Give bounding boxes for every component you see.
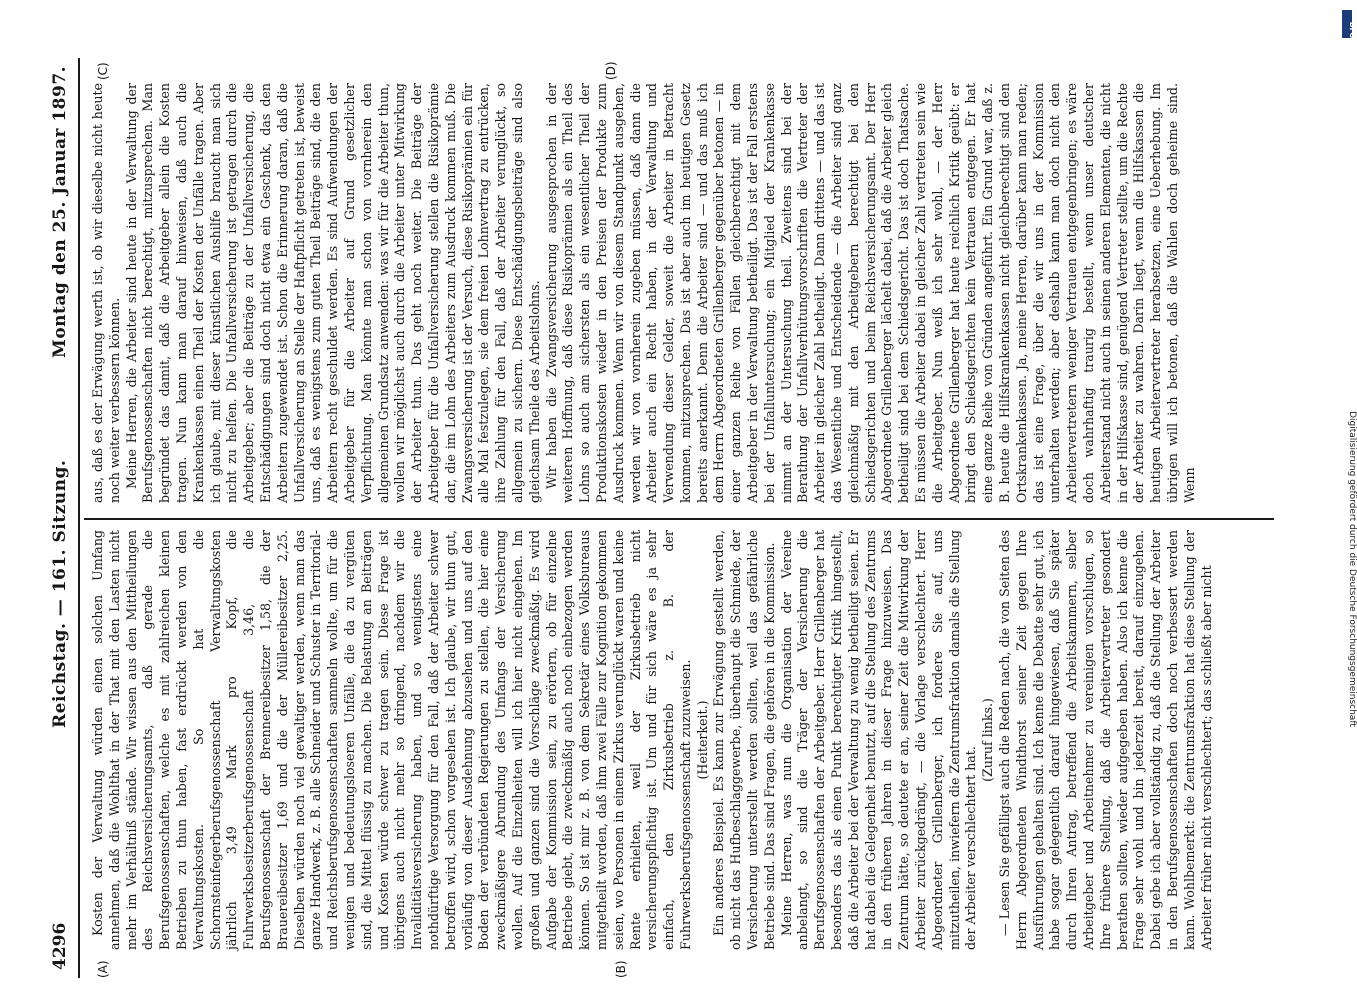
column-divider	[84, 518, 1274, 520]
credit-sidebar	[1342, 4, 1357, 996]
left-text-column	[90, 530, 1275, 950]
margin-marker-d: (D)	[604, 61, 618, 80]
left-column-paragraph: — Lesen Sie gefälligst auch die Reden nach, die von Seiten des Herrn Abgeordneten Windthorst seiner Zeit gegen Ihre Ausführungen gehalten sind. Ich kenne die Debatte sehr gut, ich habe sogar gelegentlich darauf hingewiesen, daß Sie später durch Ihren Antrag, betreffend die Arbeitskammern, selber Arbeitgeber und Arbeitnehmer zu vereinigen vorschlugen, so Ihre frühere Stellung, daß die Arbeitervertreter gesondert berathen sollten, wieder aufgegeben haben. Also ich kenne die Frage sehr wohl und bin jederzeit bereit, darauf einzugehen. Dabei gebe ich aber vollständig zu, daß die Stellung der Arbeiter in den Berufsgenossenschaften doch noch verbessert werden kann. Wohlbemerkt: die Zentrumsfraktion hat diese Stellung der Arbeiter früher nicht verschlechtert; das schließt aber nicht	[997, 530, 1214, 950]
margin-marker-c: (C)	[96, 62, 110, 80]
dfg-logo-text: DFG	[1348, 21, 1356, 39]
funding-credit: Digitalisierung gefördert durch die Deutsche Forschungsgemeinschaft	[1347, 411, 1357, 727]
right-column-paragraph: Wir haben die Zwangsversicherung ausgesprochen in der weiteren Hoffnung, daß diese Risikoprämien als ein Theil des Lohns so auch am sichersten als ein wesentlicher Theil der Produktionskosten wieder in den Preisen der Produkte zum Ausdruck kommen. Wenn wir von diesem Standpunkt ausgehen, werden wir von vornherein zugeben müssen, daß dann die Arbeiter auch ein Recht haben, in der Verwaltung und Verwendung dieser Gelder, soweit die Arbeiter in Betracht kommen, mitzusprechen. Das ist aber auch im heutigen Gesetz bereits anerkannt. Denn die Arbeiter sind — und das muß ich dem Herrn Abgeordneten Grillenberger gegenüber betonen — in einer ganzen Reihe von Fällen gleichberechtigt mit dem Arbeitgeber in der Verwaltung betheiligt. Das ist der Fall erstens bei der Unfalluntersuchung; ein Mitglied der Krankenkasse nimmt an der Untersuchung theil. Zweitens sind bei der Berathung der Unfallverhütungsvorschriften die Vertreter der Arbeiter in gleicher Zahl betheiligt. Dann drittens — und das ist das Wesentliche und Entscheidende — die Arbeiter sind ganz gleichmäßig mit den Arbeitgebern berechtigt bei den Schiedsgerichten und beim Reichsversicherungsamt. Der Herr Abgeordnete Grillenberger lächelt dabei, daß die Arbeiter gleich betheiligt sind bei dem Schiedsgericht. Das ist doch Thatsache. Es müssen die Arbeiter dabei in gleicher Zahl vertreten sein wie die Arbeitgeber. Nun weiß ich sehr wohl, — der Herr Abgeordnete Grillenberger hat heute reichlich Kritik geübt: er bringt den Schiedsgerichten kein Vertrauen entgegen. Er hat eine ganze Reihe von Gründen angeführt. Ein Grund war, daß z. B. heute die Hilfskrankenkassen nicht gleichberechtigt sind den Ortskrankenkassen. Ja, meine Herren, darüber kann man reden; das ist eine Frage, über die wir uns in der Kommission unterhalten werden; aber deshalb kann man doch nicht den Arbeitervertretern weniger Vertrauen entgegenbringen; es wäre doch wahrhaftig traurig bestellt, wenn unser deutscher Arbeiterstand nicht auch in seinen anderen Elementen, die nicht in der Hilfskasse sind, genügend Vertreter stellte, um die Rechte der Arbeiter zu wahren. Darin liegt, wenn die Hilfskassen die heutigen Arbeitervertreter herabsetzen, eine Ueberhebung. Im übrigen will ich betonen, daß die Wahlen doch geheime sind. Wenn	[543, 83, 1197, 503]
right-text-column	[90, 83, 1275, 503]
margin-marker-b: (B)	[614, 960, 628, 978]
right-column-paragraph: Meine Herren, die Arbeiter sind heute in der Verwaltung der Berufsgenossenschaften nicht berechtigt, mitzusprechen. Man begründet das damit, daß die Arbeitgeber allein die Kosten tragen. Nun kann man darauf hinweisen, daß auch die Krankenkassen einen Theil der Kosten der Unfälle tragen. Aber ich glaube, mit dieser künstlichen Aushilfe braucht man sich nicht zu helfen. Die Unfallversicherung ist getragen durch die Arbeitgeber; aber die Beiträge zu der Unfallversicherung, die Entschädigungen sind doch nicht etwa ein Geschenk, das den Arbeitern zugewendet ist. Schon die Erinnerung daran, daß die Unfallversicherung an Stelle der Haftpflicht getreten ist, beweist uns, daß es wenigstens zum guten Theil Beiträge sind, die den Arbeitern recht geschuldet werden. Es sind Aufwendungen der Arbeitgeber für die Arbeiter auf Grund gesetzlicher Verpflichtung. Man könnte man schon von vornherein den allgemeinen Grundsatz anwenden: was wir für die Arbeiter thun, wollen wir möglichst auch durch die Arbeiter unter Mitwirkung der Arbeiter thun. Das geht noch weiter. Die Beiträge der Arbeitgeber für die Unfallversicherung stellen die Risikoprämie dar, die im Lohn des Arbeiters zum Ausdruck kommen muß. Die Zwangsversicherung ist der Versuch, diese Risikoprämien ein für alle Mal festzulegen, sie dem freien Lohnvertrag zu entrücken, ihre Zahlung für den Fall, daß der Arbeiter verunglückt, so allgemein zu sichern. Diese Entschädigungsbeiträge sind also gleichsam Theile des Arbeitslohns.	[123, 83, 542, 503]
left-column-paragraph: (Heiterkeit.)	[694, 700, 710, 780]
margin-marker-a: (A)	[96, 960, 110, 978]
left-column-paragraph: (Zuruf links.)	[980, 698, 996, 782]
header-right-title: Montag den 25. Januar 1897.	[50, 65, 70, 358]
left-column-paragraph: Meine Herren, was nun die Organisation der Vereine anbelangt, so sind die Träger der Versicherung die Berufsgenossenschaften der Arbeitgeber. Herr Grillenberger hat besonders das als einen Punkt berechtigter Kritik hingestellt, daß die Arbeiter bei der Verwaltung zu wenig betheiligt seien. Er hat dabei die Gelegenheit benutzt, auf die Stellung des Zentrums in den früheren Jahren in dieser Frage hinzuweisen. Das Zentrum hätte, so deutete er an, seiner Zeit die Mitwirkung der Arbeiter zurückgedrängt, — die Vorlage verschlechtert. Herr Abgeordneter Grillenberger, ich fordere Sie auf, uns mitzutheilen, inwiefern die Zentrumsfraktion damals die Stellung der Arbeiter verschlechtert hat.	[778, 530, 979, 950]
rotated-page	[44, 58, 1284, 978]
page-number: 4296	[50, 922, 70, 970]
right-column-paragraph: aus, daß es der Erwägung werth ist, ob wir dieselbe nicht heute noch weiter verbessern können.	[90, 83, 122, 503]
dfg-logo	[1342, 10, 1356, 39]
left-column-paragraph: Ein anderes Beispiel. Es kann zur Erwägung gestellt werden, ob nicht das Hufbeschlaggewerbe, überhaupt die Schmiede, der Versicherung unterstellt werden sollten, weil das gefährliche Betriebe sind. Das sind Fragen, die gehören in die Kommission.	[711, 530, 777, 950]
left-column-paragraph: Kosten der Verwaltung würden einen solchen Umfang annehmen, daß die Wohlthat in der That mit den Lasten nicht mehr im Verhältniß stände. Wir wissen aus den Mittheilungen des Reichsversicherungsamts, daß gerade die Berufsgenossenschaften, welche es mit zahlreichen kleinen Betrieben zu thun haben, fast erdrückt werden von den Verwaltungskosten. So hat die Schornsteinfegerberufsgenossenschaft Verwaltungskosten jährlich 3,49 Mark pro Kopf, die Fuhrwerksbesitzerberufsgenossenschaft 3,46, die Berufsgenossenschaft der Brennereibesitzer 1,58, die der Brauereibesitzer 1,69 und die der Müllereibesitzer 2,25. Dieselben würden noch viel gewaltiger werden, wenn man das ganze Handwerk, z. B. alle Schneider und Schuster in Territorial- und Reichsberufsgenossenschaften sammeln wollte, um für die wenigen und bedeutungsloseren Unfälle, die da zu vergüten sind, die Mittel flüssig zu machen. Die Belastung an Beiträgen und Kosten würde schwer zu tragen sein. Diese Frage ist übrigens auch nicht mehr so dringend, nachdem wir die Invaliditätsversicherung haben, und so wenigstens eine nothdürftige Versorgung für den Fall, daß der Arbeiter schwer betroffen wird, schon vorgesehen ist. Ich glaube, wir thun gut, vorläufig von dieser Ausdehnung abzusehen und uns auf den Boden der verbündeten Regierungen zu stellen, die hier eine zweckmäßigere Abrundung des Umfangs der Versicherung wollen. Auf die Einzelheiten will ich hier nicht eingehen. Im großen und ganzen sind die Vorschläge zweckmäßig. Es wird Aufgabe der Kommission sein, zu erörtern, ob für einzelne Betriebe giebt, die zweckmäßig auch noch einbezogen werden können. So ist mir z. B. von dem Sekretär eines Volksbureaus mitgetheilt worden, daß ihm zwei Fälle zur Kognition gekommen seien, wo Personen in einem Zirkus verunglückt waren und keine Rente erhielten, weil der Zirkusbetrieb nicht versicherungspflichtig ist. Um und für sich wäre es ja sehr einfach, den Zirkusbetrieb z. B. der Fuhrwerksberufsgenossenschaft zuzuweisen.	[90, 530, 693, 950]
header-left-title: Reichstag. — 161. Sitzung.	[50, 459, 70, 728]
page-header	[44, 58, 80, 978]
